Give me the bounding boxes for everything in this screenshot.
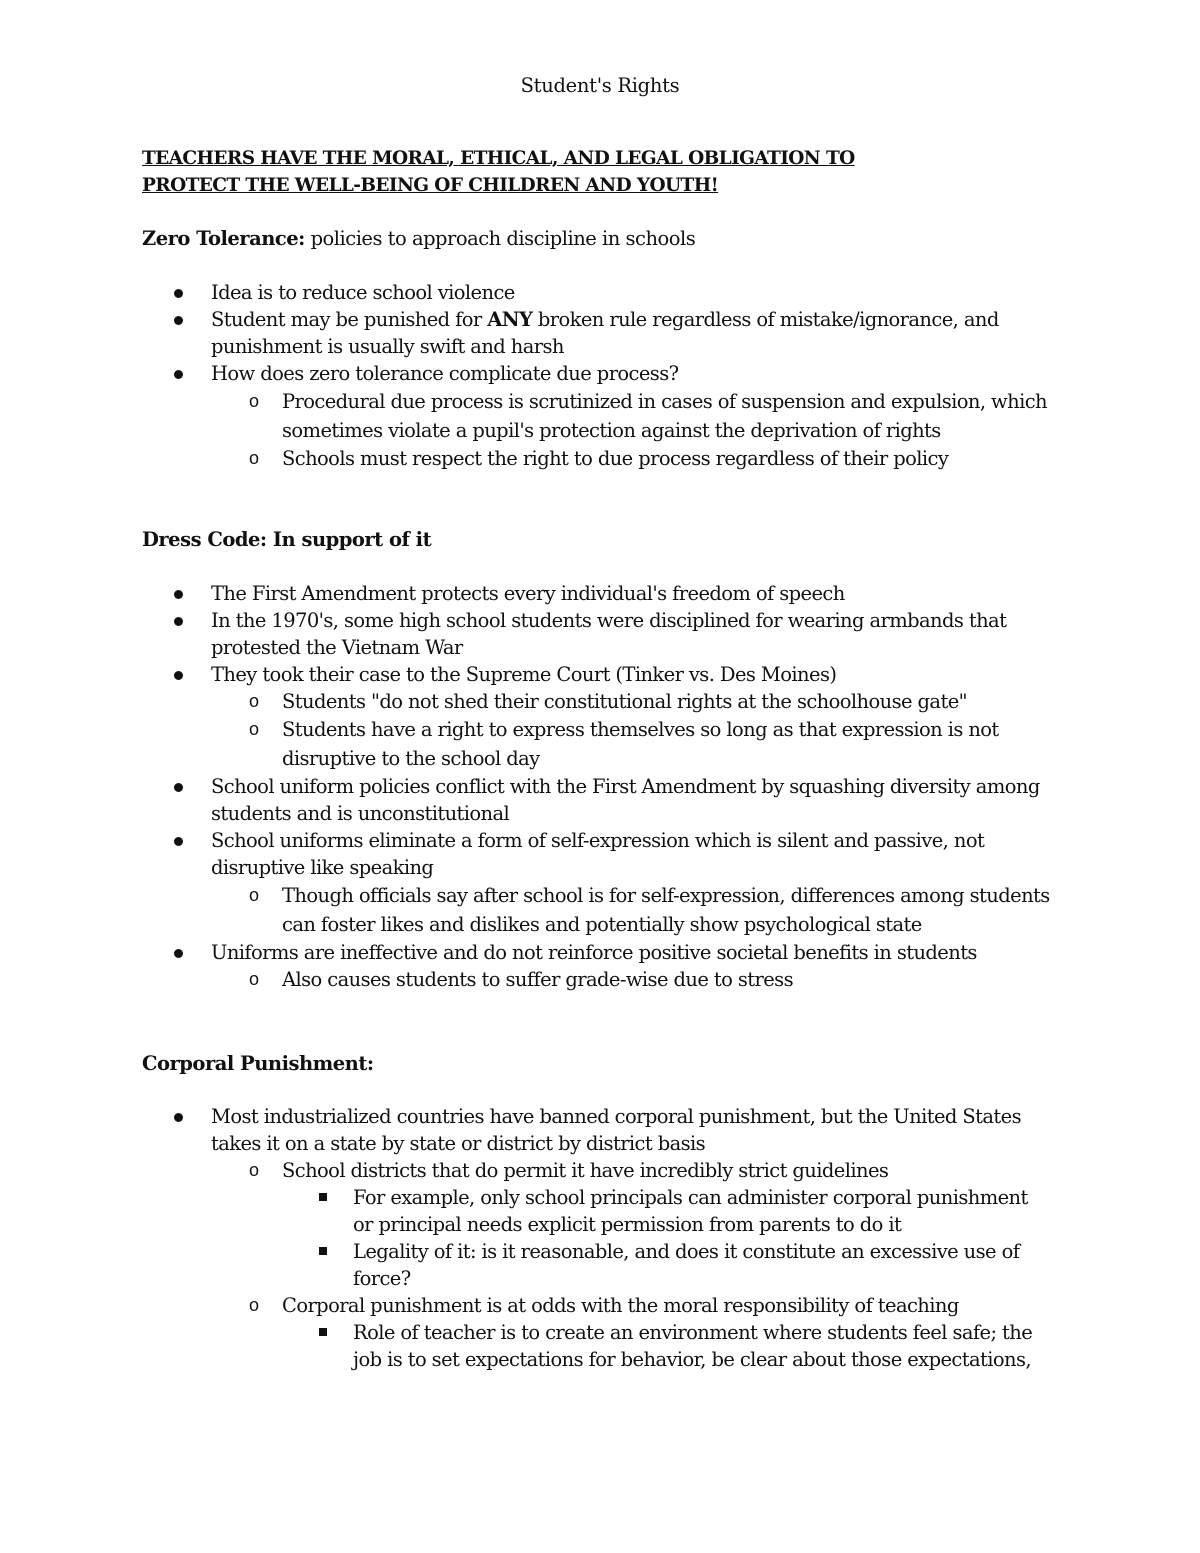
sub-list-item: o School districts that do permit it have incredibly strict guidelines: [249, 1159, 889, 1182]
bullet-icon: [174, 949, 183, 958]
list-item: How does zero tolerance complicate due process?: [0, 360, 1071, 387]
square-bullet-icon: [319, 1193, 327, 1201]
list-item: They took their case to the Supreme Court (Tinker vs. Des Moines): [0, 661, 1071, 688]
circle-bullet-icon: o: [249, 885, 260, 905]
bullet-icon: [174, 289, 183, 298]
sub-list-item: o Students have a right to express themselves so long as that expression is not disruptive to the school day: [0, 715, 1082, 773]
sub-sub-list-item: For example, only school principals can administer corporal punishment or principal needs explicit permission from parents to do it: [0, 1184, 1053, 1238]
sub-list-item: o Though officials say after school is for self-expression, differences among students can foster likes and dislikes and potentially show psychological state: [0, 881, 1082, 939]
circle-bullet-icon: o: [249, 969, 260, 989]
dress-code-heading: Dress Code: In support of it: [142, 528, 432, 551]
sub-list-item: o Procedural due process is scrutinized in cases of suspension and expulsion, which sometimes violate a pupil's protection against the deprivation of rights: [0, 387, 1082, 445]
bullet-icon: [174, 370, 183, 379]
document-title: Student's Rights: [520, 74, 680, 97]
list-item: In the 1970's, some high school students were disciplined for wearing armbands that protested the Vietnam War: [0, 607, 1071, 661]
banner-line-1: TEACHERS HAVE THE MORAL, ETHICAL, AND LEGAL OBLIGATION TO: [142, 148, 855, 169]
banner-line-2: PROTECT THE WELL-BEING OF CHILDREN AND YOUTH!: [142, 175, 719, 196]
sub-list-item: o Schools must respect the right to due process regardless of their policy: [249, 447, 949, 470]
zero-tolerance-list: [0, 279, 1200, 472]
corporal-punishment-heading: Corporal Punishment:: [142, 1052, 374, 1075]
list-item: The First Amendment protects every individual's freedom of speech: [0, 580, 1071, 607]
emphasis-any: ANY: [487, 308, 533, 331]
obligation-banner: [142, 145, 1042, 199]
list-item: School uniform policies conflict with the First Amendment by squashing diversity among students and is unconstitutional: [0, 773, 1071, 827]
circle-bullet-icon: o: [249, 691, 260, 711]
bullet-icon: [174, 837, 183, 846]
list-item: Idea is to reduce school violence: [0, 279, 1071, 306]
sub-sub-list-item: Role of teacher is to create an environment where students feel safe; the job is to set expectations for behavior, be clear about those expectations,: [0, 1319, 1053, 1373]
square-bullet-icon: [319, 1247, 327, 1255]
corporal-punishment-list: [0, 1103, 1200, 1373]
sub-sub-list-item: Legality of it: is it reasonable, and does it constitute an excessive use of force?: [0, 1238, 1053, 1292]
list-item: School uniforms eliminate a form of self-expression which is silent and passive, not disruptive like speaking: [0, 827, 1071, 881]
zero-tolerance-heading: [142, 225, 695, 252]
sub-list-item: o Corporal punishment is at odds with the moral responsibility of teaching: [249, 1294, 959, 1317]
circle-bullet-icon: o: [249, 1160, 260, 1180]
circle-bullet-icon: o: [249, 448, 260, 468]
bullet-icon: [174, 783, 183, 792]
circle-bullet-icon: o: [249, 391, 260, 411]
circle-bullet-icon: o: [249, 719, 260, 739]
zero-tolerance-definition: policies to approach discipline in schools: [304, 227, 696, 250]
circle-bullet-icon: o: [249, 1295, 260, 1315]
bullet-icon: [174, 671, 183, 680]
bullet-icon: [174, 617, 183, 626]
square-bullet-icon: [319, 1328, 327, 1336]
bullet-icon: [174, 316, 183, 325]
dress-code-list: [0, 580, 1200, 993]
list-item: Most industrialized countries have banned corporal punishment, but the United States takes it on a state by state or district by district basis: [0, 1103, 1071, 1157]
list-item: Uniforms are ineffective and do not reinforce positive societal benefits in students: [0, 939, 1071, 966]
list-item: Student may be punished for ANY broken rule regardless of mistake/ignorance, and punishment is usually swift and harsh: [0, 306, 1071, 360]
sub-list-item: o Students "do not shed their constitutional rights at the schoolhouse gate": [249, 690, 968, 713]
bullet-icon: [174, 1113, 183, 1122]
bullet-icon: [174, 590, 183, 599]
sub-list-item: o Also causes students to suffer grade-wise due to stress: [249, 968, 793, 991]
zero-tolerance-label: Zero Tolerance:: [142, 227, 305, 250]
